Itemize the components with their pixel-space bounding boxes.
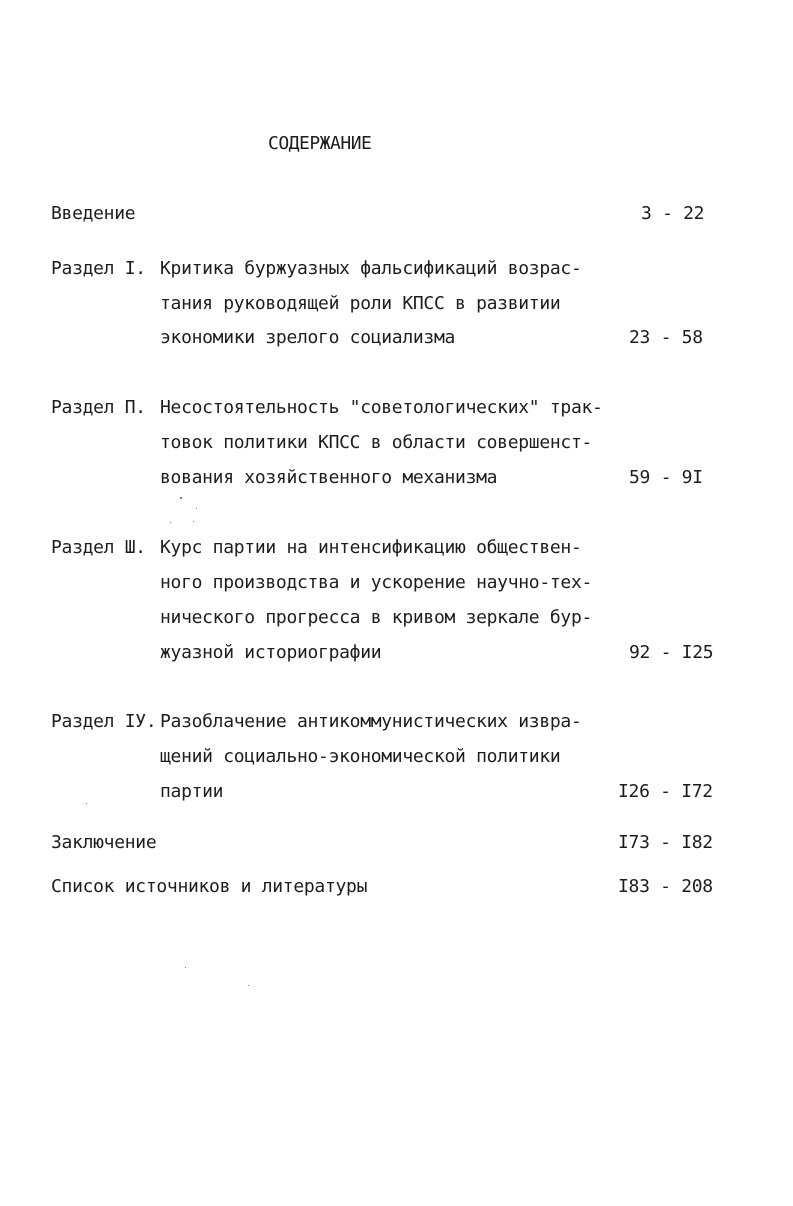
section-title-line: товок политики КПСС в области совершенст- <box>160 432 593 453</box>
scan-speck <box>193 521 194 522</box>
entry-pages: 92 - I25 <box>629 642 714 663</box>
section-title-line: партии <box>160 781 224 802</box>
entry-label: Заключение <box>51 832 157 853</box>
entry-label: Введение <box>51 203 136 224</box>
section-title-line: ного производства и ускорение научно-тех- <box>160 572 593 593</box>
section-title-line: нического прогресса в кривом зеркале бур- <box>160 607 593 628</box>
entry-label: Список источников и литературы <box>51 876 368 897</box>
scan-speck <box>248 985 249 986</box>
section-title-line: Критика буржуазных фальсификаций возрас- <box>160 258 582 279</box>
section-title-line: тания руководящей роли КПСС в развитии <box>160 293 561 314</box>
section-title-line: вования хозяйственного механизма <box>160 467 498 488</box>
entry-pages: I83 - 208 <box>618 876 713 897</box>
entry-pages: 23 - 58 <box>629 327 703 348</box>
section-title-line: экономики зрелого социализма <box>160 327 456 348</box>
entry-pages: I73 - I82 <box>618 832 713 853</box>
entry-pages: 3 - 22 <box>641 203 705 224</box>
section-title-line: жуазной историографии <box>160 642 382 663</box>
scan-speck <box>86 803 87 804</box>
section-title-line: щений социально-экономической политики <box>160 746 561 767</box>
section-label: Раздел I. <box>51 258 146 279</box>
scan-speck <box>180 497 182 499</box>
page-title: СОДЕРЖАНИЕ <box>268 133 372 154</box>
scan-speck <box>196 508 197 509</box>
scan-speck <box>185 967 186 968</box>
section-label: Раздел IУ. <box>51 711 157 732</box>
section-title-line: Разоблачение антикоммунистических извра- <box>160 711 582 732</box>
section-title-line: Курс партии на интенсификацию обществен- <box>160 537 582 558</box>
section-label: Раздел П. <box>51 397 146 418</box>
entry-pages: I26 - I72 <box>618 781 713 802</box>
scan-speck <box>170 522 171 523</box>
section-label: Раздел Ш. <box>51 537 146 558</box>
entry-pages: 59 - 9I <box>629 467 703 488</box>
section-title-line: Несостоятельность "советологических" трак- <box>160 397 603 418</box>
